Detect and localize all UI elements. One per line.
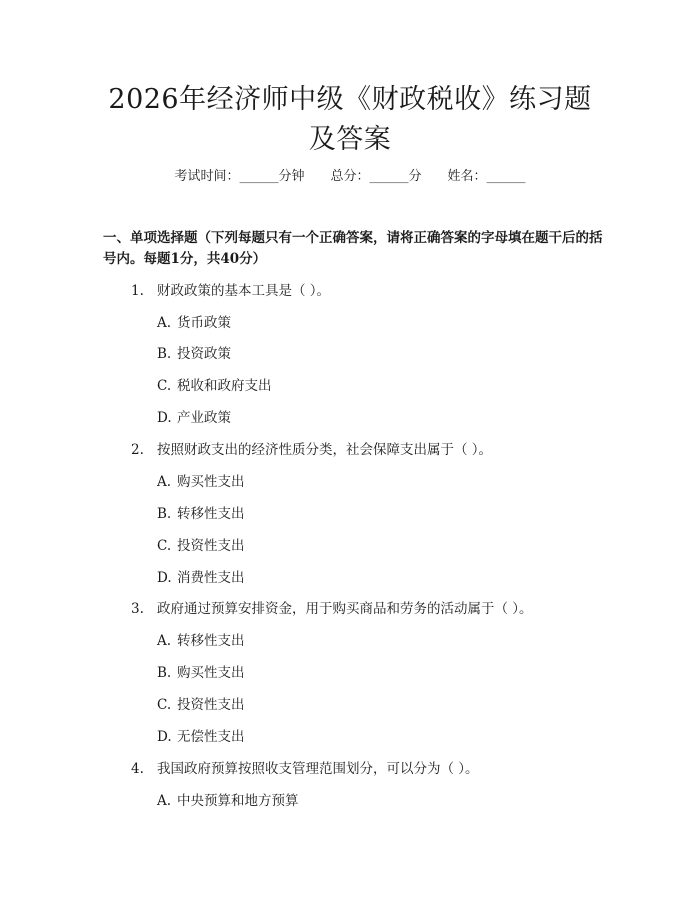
option-letter: A. (157, 315, 172, 331)
option-text: 购买性支出 (177, 474, 245, 490)
option-3c (157, 696, 245, 714)
option-1b (157, 345, 231, 363)
question-text: 政府通过预算安排资金，用于购买商品和劳务的活动属于（ ）。 (157, 601, 533, 617)
question-3 (131, 600, 533, 618)
option-text: 投资性支出 (177, 538, 245, 554)
option-2b (157, 505, 245, 523)
option-1d (157, 409, 231, 427)
question-4 (131, 760, 479, 778)
question-text: 我国政府预算按照收支管理范围划分，可以分为（ ）。 (157, 761, 479, 777)
option-2d (157, 569, 245, 587)
option-text: 货币政策 (177, 315, 231, 331)
option-2c (157, 537, 245, 555)
question-number: 2. (131, 442, 144, 458)
question-text: 按照财政支出的经济性质分类，社会保障支出属于（ ）。 (157, 442, 493, 458)
option-letter: C. (157, 378, 172, 394)
document-title: 2026年经济师中级《财政税收》练习题及答案 (108, 84, 592, 155)
question-1 (131, 282, 330, 300)
option-1a (157, 314, 231, 332)
option-3b (157, 664, 245, 682)
option-text: 无偿性支出 (177, 729, 245, 745)
option-text: 消费性支出 (177, 570, 245, 586)
option-letter: B. (157, 506, 172, 522)
option-letter: D. (157, 410, 172, 426)
exam-time: 考试时间：______分钟 (174, 169, 305, 184)
option-letter: D. (157, 570, 172, 586)
question-2 (131, 441, 492, 459)
option-3a (157, 632, 245, 650)
option-text: 产业政策 (177, 410, 231, 426)
option-text: 购买性支出 (177, 665, 245, 681)
question-number: 3. (131, 601, 144, 617)
option-letter: A. (157, 474, 172, 490)
total-score: 总分：______分 (330, 169, 422, 184)
option-4a (157, 792, 299, 810)
option-letter: A. (157, 793, 172, 809)
option-text: 税收和政府支出 (177, 378, 272, 394)
option-text: 转移性支出 (177, 506, 245, 522)
option-1c (157, 377, 272, 395)
option-letter: A. (157, 633, 172, 649)
student-name: 姓名：______ (447, 169, 526, 184)
section-heading: 一、单项选择题（下列每题只有一个正确答案，请将正确答案的字母填在题干后的括号内。每题1分，共40分） (103, 230, 603, 267)
option-text: 转移性支出 (177, 633, 245, 649)
question-number: 1. (131, 283, 144, 299)
option-letter: B. (157, 346, 172, 362)
option-letter: C. (157, 697, 172, 713)
exam-meta (0, 168, 700, 186)
question-number: 4. (131, 761, 144, 777)
option-letter: B. (157, 665, 172, 681)
option-text: 中央预算和地方预算 (177, 793, 299, 809)
option-3d (157, 728, 245, 746)
question-text: 财政政策的基本工具是（ ）。 (157, 283, 331, 299)
option-text: 投资性支出 (177, 697, 245, 713)
option-letter: C. (157, 538, 172, 554)
option-letter: D. (157, 729, 172, 745)
option-2a (157, 473, 245, 491)
option-text: 投资政策 (177, 346, 231, 362)
